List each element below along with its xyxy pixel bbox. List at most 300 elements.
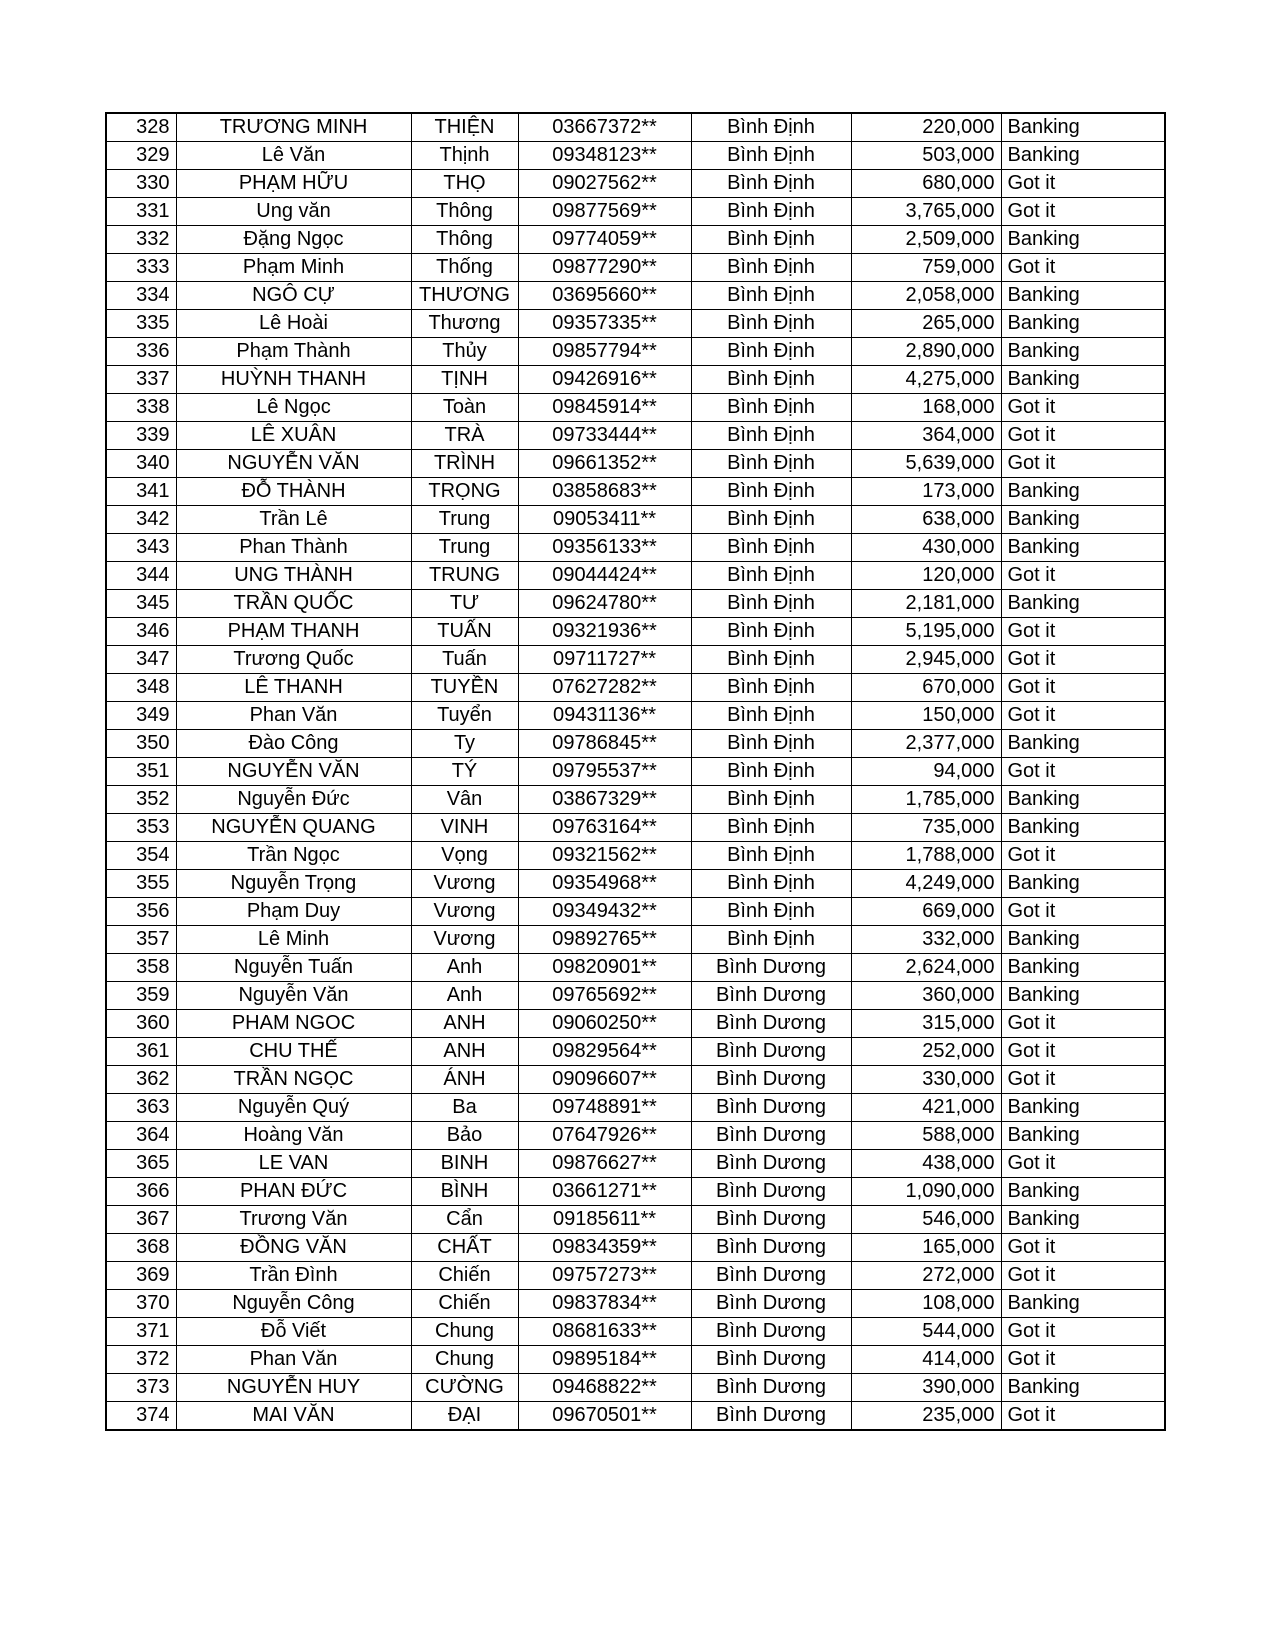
phone-number-cell: 09895184** xyxy=(518,1346,691,1374)
amount-cell: 165,000 xyxy=(851,1234,1001,1262)
amount-cell: 168,000 xyxy=(851,394,1001,422)
table-row xyxy=(106,338,1165,366)
amount-cell: 503,000 xyxy=(851,142,1001,170)
table-row xyxy=(106,282,1165,310)
amount-cell: 173,000 xyxy=(851,478,1001,506)
row-number-cell: 374 xyxy=(106,1402,176,1431)
table-row xyxy=(106,646,1165,674)
table-row xyxy=(106,394,1165,422)
table-row xyxy=(106,562,1165,590)
phone-number-cell: 09426916** xyxy=(518,366,691,394)
first-name-cell: Chiến xyxy=(411,1290,518,1318)
phone-number-cell: 09857794** xyxy=(518,338,691,366)
amount-cell: 3,765,000 xyxy=(851,198,1001,226)
table-row xyxy=(106,730,1165,758)
table-row xyxy=(106,198,1165,226)
amount-cell: 2,945,000 xyxy=(851,646,1001,674)
amount-cell: 2,890,000 xyxy=(851,338,1001,366)
phone-number-cell: 09877290** xyxy=(518,254,691,282)
last-middle-name-cell: UNG THÀNH xyxy=(176,562,411,590)
last-middle-name-cell: Phan Thành xyxy=(176,534,411,562)
table-row xyxy=(106,1234,1165,1262)
first-name-cell: TUYỀN xyxy=(411,674,518,702)
province-cell: Bình Dương xyxy=(691,1010,851,1038)
last-middle-name-cell: TRẦN NGỌC xyxy=(176,1066,411,1094)
payment-method-cell: Got it xyxy=(1001,842,1165,870)
amount-cell: 438,000 xyxy=(851,1150,1001,1178)
province-cell: Bình Định xyxy=(691,590,851,618)
province-cell: Bình Dương xyxy=(691,1066,851,1094)
first-name-cell: Ty xyxy=(411,730,518,758)
amount-cell: 265,000 xyxy=(851,310,1001,338)
payment-method-cell: Got it xyxy=(1001,450,1165,478)
province-cell: Bình Dương xyxy=(691,1094,851,1122)
payment-method-cell: Got it xyxy=(1001,198,1165,226)
row-number-cell: 340 xyxy=(106,450,176,478)
payment-method-cell: Banking xyxy=(1001,506,1165,534)
table-row xyxy=(106,1094,1165,1122)
payment-method-cell: Banking xyxy=(1001,814,1165,842)
phone-number-cell: 07647926** xyxy=(518,1122,691,1150)
payment-method-cell: Banking xyxy=(1001,226,1165,254)
first-name-cell: TRÀ xyxy=(411,422,518,450)
table-row xyxy=(106,954,1165,982)
phone-number-cell: 09829564** xyxy=(518,1038,691,1066)
payment-method-cell: Got it xyxy=(1001,1038,1165,1066)
payment-method-cell: Banking xyxy=(1001,534,1165,562)
last-middle-name-cell: TRẦN QUỐC xyxy=(176,590,411,618)
last-middle-name-cell: ĐỒNG VĂN xyxy=(176,1234,411,1262)
row-number-cell: 365 xyxy=(106,1150,176,1178)
table-row xyxy=(106,1178,1165,1206)
amount-cell: 364,000 xyxy=(851,422,1001,450)
amount-cell: 220,000 xyxy=(851,113,1001,142)
table-row xyxy=(106,422,1165,450)
row-number-cell: 352 xyxy=(106,786,176,814)
province-cell: Bình Định xyxy=(691,366,851,394)
first-name-cell: ÁNH xyxy=(411,1066,518,1094)
first-name-cell: TRỌNG xyxy=(411,478,518,506)
payment-method-cell: Banking xyxy=(1001,1122,1165,1150)
payment-method-cell: Got it xyxy=(1001,394,1165,422)
row-number-cell: 367 xyxy=(106,1206,176,1234)
province-cell: Bình Định xyxy=(691,618,851,646)
payment-method-cell: Banking xyxy=(1001,1178,1165,1206)
table-row xyxy=(106,310,1165,338)
row-number-cell: 363 xyxy=(106,1094,176,1122)
phone-number-cell: 09096607** xyxy=(518,1066,691,1094)
first-name-cell: Vọng xyxy=(411,842,518,870)
amount-cell: 588,000 xyxy=(851,1122,1001,1150)
last-middle-name-cell: Nguyễn Quý xyxy=(176,1094,411,1122)
first-name-cell: Thịnh xyxy=(411,142,518,170)
table-row xyxy=(106,590,1165,618)
table-row xyxy=(106,142,1165,170)
amount-cell: 759,000 xyxy=(851,254,1001,282)
phone-number-cell: 09357335** xyxy=(518,310,691,338)
payment-method-cell: Banking xyxy=(1001,310,1165,338)
payment-method-cell: Got it xyxy=(1001,1262,1165,1290)
province-cell: Bình Định xyxy=(691,170,851,198)
province-cell: Bình Dương xyxy=(691,1206,851,1234)
last-middle-name-cell: NGUYỄN VĂN xyxy=(176,758,411,786)
amount-cell: 332,000 xyxy=(851,926,1001,954)
province-cell: Bình Dương xyxy=(691,1290,851,1318)
first-name-cell: TỊNH xyxy=(411,366,518,394)
province-cell: Bình Định xyxy=(691,450,851,478)
last-middle-name-cell: Lê Văn xyxy=(176,142,411,170)
province-cell: Bình Định xyxy=(691,646,851,674)
table-row xyxy=(106,702,1165,730)
table-row xyxy=(106,254,1165,282)
payment-method-cell: Got it xyxy=(1001,674,1165,702)
payment-method-cell: Got it xyxy=(1001,1066,1165,1094)
first-name-cell: ĐẠI xyxy=(411,1402,518,1431)
amount-cell: 430,000 xyxy=(851,534,1001,562)
amount-cell: 669,000 xyxy=(851,898,1001,926)
phone-number-cell: 09748891** xyxy=(518,1094,691,1122)
last-middle-name-cell: Nguyễn Đức xyxy=(176,786,411,814)
row-number-cell: 358 xyxy=(106,954,176,982)
phone-number-cell: 09892765** xyxy=(518,926,691,954)
first-name-cell: Thông xyxy=(411,198,518,226)
row-number-cell: 371 xyxy=(106,1318,176,1346)
row-number-cell: 332 xyxy=(106,226,176,254)
first-name-cell: VINH xyxy=(411,814,518,842)
phone-number-cell: 09044424** xyxy=(518,562,691,590)
phone-number-cell: 09757273** xyxy=(518,1262,691,1290)
first-name-cell: TRÌNH xyxy=(411,450,518,478)
first-name-cell: Vương xyxy=(411,898,518,926)
first-name-cell: THIỆN xyxy=(411,113,518,142)
row-number-cell: 359 xyxy=(106,982,176,1010)
province-cell: Bình Định xyxy=(691,534,851,562)
last-middle-name-cell: Nguyễn Trọng xyxy=(176,870,411,898)
row-number-cell: 330 xyxy=(106,170,176,198)
last-middle-name-cell: LÊ XUÂN xyxy=(176,422,411,450)
payment-method-cell: Banking xyxy=(1001,366,1165,394)
amount-cell: 1,788,000 xyxy=(851,842,1001,870)
row-number-cell: 368 xyxy=(106,1234,176,1262)
table-row xyxy=(106,982,1165,1010)
first-name-cell: Vương xyxy=(411,870,518,898)
province-cell: Bình Dương xyxy=(691,1346,851,1374)
last-middle-name-cell: TRƯƠNG MINH xyxy=(176,113,411,142)
row-number-cell: 350 xyxy=(106,730,176,758)
table-row xyxy=(106,1010,1165,1038)
amount-cell: 2,509,000 xyxy=(851,226,1001,254)
payment-method-cell: Banking xyxy=(1001,786,1165,814)
row-number-cell: 356 xyxy=(106,898,176,926)
row-number-cell: 341 xyxy=(106,478,176,506)
first-name-cell: BÌNH xyxy=(411,1178,518,1206)
row-number-cell: 353 xyxy=(106,814,176,842)
province-cell: Bình Định xyxy=(691,702,851,730)
payout-table xyxy=(105,112,1166,1431)
province-cell: Bình Định xyxy=(691,478,851,506)
payment-method-cell: Banking xyxy=(1001,926,1165,954)
amount-cell: 252,000 xyxy=(851,1038,1001,1066)
first-name-cell: TÝ xyxy=(411,758,518,786)
province-cell: Bình Định xyxy=(691,226,851,254)
row-number-cell: 344 xyxy=(106,562,176,590)
row-number-cell: 345 xyxy=(106,590,176,618)
phone-number-cell: 08681633** xyxy=(518,1318,691,1346)
last-middle-name-cell: Nguyễn Công xyxy=(176,1290,411,1318)
first-name-cell: ANH xyxy=(411,1038,518,1066)
table-row xyxy=(106,170,1165,198)
payment-method-cell: Banking xyxy=(1001,590,1165,618)
phone-number-cell: 09786845** xyxy=(518,730,691,758)
phone-number-cell: 09845914** xyxy=(518,394,691,422)
phone-number-cell: 09053411** xyxy=(518,506,691,534)
amount-cell: 4,275,000 xyxy=(851,366,1001,394)
table-row xyxy=(106,534,1165,562)
payment-method-cell: Got it xyxy=(1001,898,1165,926)
first-name-cell: Thống xyxy=(411,254,518,282)
province-cell: Bình Định xyxy=(691,814,851,842)
phone-number-cell: 09185611** xyxy=(518,1206,691,1234)
last-middle-name-cell: Phan Văn xyxy=(176,1346,411,1374)
phone-number-cell: 09820901** xyxy=(518,954,691,982)
last-middle-name-cell: Trương Quốc xyxy=(176,646,411,674)
amount-cell: 638,000 xyxy=(851,506,1001,534)
first-name-cell: Chiến xyxy=(411,1262,518,1290)
row-number-cell: 360 xyxy=(106,1010,176,1038)
province-cell: Bình Định xyxy=(691,842,851,870)
amount-cell: 235,000 xyxy=(851,1402,1001,1431)
first-name-cell: Trung xyxy=(411,506,518,534)
phone-number-cell: 09763164** xyxy=(518,814,691,842)
province-cell: Bình Dương xyxy=(691,954,851,982)
last-middle-name-cell: Trần Đình xyxy=(176,1262,411,1290)
first-name-cell: Anh xyxy=(411,954,518,982)
amount-cell: 2,377,000 xyxy=(851,730,1001,758)
last-middle-name-cell: Lê Minh xyxy=(176,926,411,954)
row-number-cell: 328 xyxy=(106,113,176,142)
province-cell: Bình Định xyxy=(691,338,851,366)
payment-method-cell: Banking xyxy=(1001,142,1165,170)
phone-number-cell: 09774059** xyxy=(518,226,691,254)
table-row xyxy=(106,113,1165,142)
payment-method-cell: Got it xyxy=(1001,1150,1165,1178)
payment-method-cell: Got it xyxy=(1001,758,1165,786)
row-number-cell: 335 xyxy=(106,310,176,338)
amount-cell: 546,000 xyxy=(851,1206,1001,1234)
payment-method-cell: Banking xyxy=(1001,282,1165,310)
amount-cell: 421,000 xyxy=(851,1094,1001,1122)
row-number-cell: 347 xyxy=(106,646,176,674)
province-cell: Bình Dương xyxy=(691,1150,851,1178)
amount-cell: 5,195,000 xyxy=(851,618,1001,646)
payment-method-cell: Banking xyxy=(1001,1094,1165,1122)
table-row xyxy=(106,226,1165,254)
amount-cell: 330,000 xyxy=(851,1066,1001,1094)
last-middle-name-cell: MAI VĂN xyxy=(176,1402,411,1431)
amount-cell: 1,090,000 xyxy=(851,1178,1001,1206)
payment-method-cell: Got it xyxy=(1001,422,1165,450)
phone-number-cell: 09356133** xyxy=(518,534,691,562)
table-row xyxy=(106,786,1165,814)
phone-number-cell: 09670501** xyxy=(518,1402,691,1431)
last-middle-name-cell: NGUYỄN QUANG xyxy=(176,814,411,842)
row-number-cell: 366 xyxy=(106,1178,176,1206)
amount-cell: 315,000 xyxy=(851,1010,1001,1038)
row-number-cell: 351 xyxy=(106,758,176,786)
row-number-cell: 342 xyxy=(106,506,176,534)
province-cell: Bình Định xyxy=(691,282,851,310)
table-row xyxy=(106,1206,1165,1234)
province-cell: Bình Dương xyxy=(691,1122,851,1150)
amount-cell: 414,000 xyxy=(851,1346,1001,1374)
row-number-cell: 373 xyxy=(106,1374,176,1402)
province-cell: Bình Dương xyxy=(691,1038,851,1066)
table-row xyxy=(106,1290,1165,1318)
table-row xyxy=(106,870,1165,898)
last-middle-name-cell: Phan Văn xyxy=(176,702,411,730)
payment-method-cell: Got it xyxy=(1001,646,1165,674)
province-cell: Bình Định xyxy=(691,113,851,142)
province-cell: Bình Định xyxy=(691,758,851,786)
table-row xyxy=(106,1066,1165,1094)
table-row xyxy=(106,1402,1165,1431)
phone-number-cell: 09624780** xyxy=(518,590,691,618)
row-number-cell: 348 xyxy=(106,674,176,702)
amount-cell: 2,181,000 xyxy=(851,590,1001,618)
first-name-cell: Ba xyxy=(411,1094,518,1122)
row-number-cell: 338 xyxy=(106,394,176,422)
phone-number-cell: 09876627** xyxy=(518,1150,691,1178)
last-middle-name-cell: Đỗ Viết xyxy=(176,1318,411,1346)
last-middle-name-cell: NGÔ CỰ xyxy=(176,282,411,310)
payment-method-cell: Got it xyxy=(1001,254,1165,282)
last-middle-name-cell: PHẠM THANH xyxy=(176,618,411,646)
table-row xyxy=(106,898,1165,926)
province-cell: Bình Định xyxy=(691,562,851,590)
table-row xyxy=(106,1262,1165,1290)
payment-method-cell: Got it xyxy=(1001,1346,1165,1374)
row-number-cell: 349 xyxy=(106,702,176,730)
phone-number-cell: 09711727** xyxy=(518,646,691,674)
phone-number-cell: 03695660** xyxy=(518,282,691,310)
table-row xyxy=(106,814,1165,842)
phone-number-cell: 09837834** xyxy=(518,1290,691,1318)
amount-cell: 680,000 xyxy=(851,170,1001,198)
table-row xyxy=(106,506,1165,534)
row-number-cell: 339 xyxy=(106,422,176,450)
amount-cell: 735,000 xyxy=(851,814,1001,842)
payment-method-cell: Banking xyxy=(1001,1374,1165,1402)
payment-method-cell: Got it xyxy=(1001,1402,1165,1431)
first-name-cell: CƯỜNG xyxy=(411,1374,518,1402)
phone-number-cell: 09354968** xyxy=(518,870,691,898)
province-cell: Bình Định xyxy=(691,898,851,926)
first-name-cell: Tuấn xyxy=(411,646,518,674)
phone-number-cell: 03661271** xyxy=(518,1178,691,1206)
province-cell: Bình Dương xyxy=(691,982,851,1010)
table-row xyxy=(106,1122,1165,1150)
last-middle-name-cell: Nguyễn Văn xyxy=(176,982,411,1010)
amount-cell: 108,000 xyxy=(851,1290,1001,1318)
last-middle-name-cell: LÊ THANH xyxy=(176,674,411,702)
payment-method-cell: Banking xyxy=(1001,338,1165,366)
row-number-cell: 337 xyxy=(106,366,176,394)
phone-number-cell: 09733444** xyxy=(518,422,691,450)
last-middle-name-cell: HUỲNH THANH xyxy=(176,366,411,394)
province-cell: Bình Định xyxy=(691,730,851,758)
payment-method-cell: Got it xyxy=(1001,1234,1165,1262)
payment-method-cell: Got it xyxy=(1001,170,1165,198)
first-name-cell: Chung xyxy=(411,1318,518,1346)
first-name-cell: TUẤN xyxy=(411,618,518,646)
province-cell: Bình Dương xyxy=(691,1318,851,1346)
row-number-cell: 346 xyxy=(106,618,176,646)
table-row xyxy=(106,450,1165,478)
phone-number-cell: 09060250** xyxy=(518,1010,691,1038)
row-number-cell: 329 xyxy=(106,142,176,170)
phone-number-cell: 09321562** xyxy=(518,842,691,870)
first-name-cell: THỌ xyxy=(411,170,518,198)
phone-number-cell: 09765692** xyxy=(518,982,691,1010)
row-number-cell: 354 xyxy=(106,842,176,870)
row-number-cell: 357 xyxy=(106,926,176,954)
amount-cell: 2,624,000 xyxy=(851,954,1001,982)
payment-method-cell: Banking xyxy=(1001,730,1165,758)
province-cell: Bình Định xyxy=(691,422,851,450)
payment-method-cell: Got it xyxy=(1001,702,1165,730)
last-middle-name-cell: Đào Công xyxy=(176,730,411,758)
phone-number-cell: 03867329** xyxy=(518,786,691,814)
first-name-cell: TRUNG xyxy=(411,562,518,590)
row-number-cell: 364 xyxy=(106,1122,176,1150)
table-row xyxy=(106,1374,1165,1402)
last-middle-name-cell: Trương Văn xyxy=(176,1206,411,1234)
phone-number-cell: 03667372** xyxy=(518,113,691,142)
phone-number-cell: 09348123** xyxy=(518,142,691,170)
last-middle-name-cell: PHẠM HỮU xyxy=(176,170,411,198)
amount-cell: 120,000 xyxy=(851,562,1001,590)
payment-method-cell: Got it xyxy=(1001,562,1165,590)
table-row xyxy=(106,478,1165,506)
last-middle-name-cell: PHAM NGOC xyxy=(176,1010,411,1038)
amount-cell: 390,000 xyxy=(851,1374,1001,1402)
row-number-cell: 372 xyxy=(106,1346,176,1374)
last-middle-name-cell: CHU THẾ xyxy=(176,1038,411,1066)
province-cell: Bình Định xyxy=(691,506,851,534)
province-cell: Bình Định xyxy=(691,198,851,226)
row-number-cell: 331 xyxy=(106,198,176,226)
province-cell: Bình Định xyxy=(691,786,851,814)
payment-method-cell: Banking xyxy=(1001,982,1165,1010)
province-cell: Bình Dương xyxy=(691,1262,851,1290)
first-name-cell: BINH xyxy=(411,1150,518,1178)
table-row xyxy=(106,1346,1165,1374)
row-number-cell: 362 xyxy=(106,1066,176,1094)
table-row xyxy=(106,842,1165,870)
first-name-cell: Cẩn xyxy=(411,1206,518,1234)
amount-cell: 94,000 xyxy=(851,758,1001,786)
first-name-cell: CHẤT xyxy=(411,1234,518,1262)
phone-number-cell: 03858683** xyxy=(518,478,691,506)
payment-method-cell: Got it xyxy=(1001,618,1165,646)
province-cell: Bình Dương xyxy=(691,1178,851,1206)
first-name-cell: Vương xyxy=(411,926,518,954)
province-cell: Bình Dương xyxy=(691,1234,851,1262)
first-name-cell: Vân xyxy=(411,786,518,814)
first-name-cell: Tuyển xyxy=(411,702,518,730)
row-number-cell: 334 xyxy=(106,282,176,310)
payment-method-cell: Got it xyxy=(1001,1010,1165,1038)
